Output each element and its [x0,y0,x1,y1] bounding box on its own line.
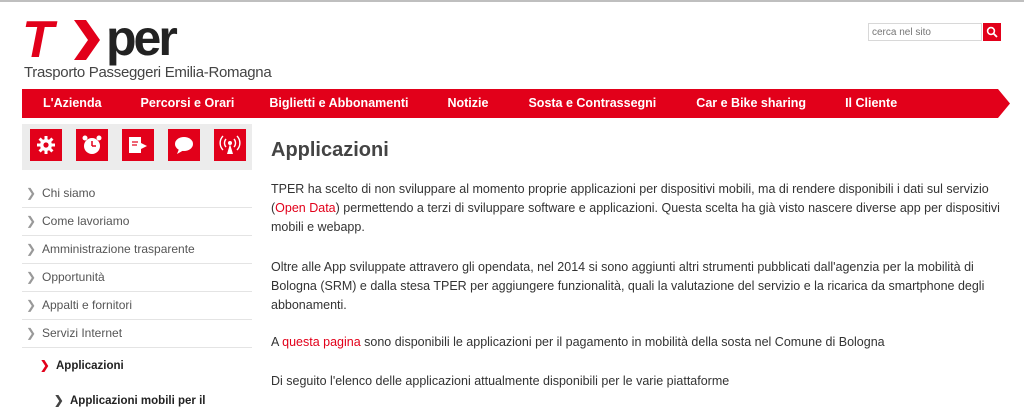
logo-word: per [106,10,175,66]
page-title: Applicazioni [271,139,389,161]
ticket-icon [127,134,149,156]
sidebar-item-servizi-internet[interactable] [22,320,252,348]
quick-link-live[interactable] [214,129,246,161]
sidebar-item-label: Appalti e fornitori [42,298,133,312]
sidebar-subitem-label: Applicazioni mobili per il [70,395,206,407]
nav-item-sosta[interactable]: Sosta e Contrassegni [528,96,657,110]
sidebar-item-label: Servizi Internet [42,326,123,340]
nav-item-notizie[interactable]: Notizie [447,96,489,110]
gear-icon [36,135,56,155]
quick-link-timetable[interactable] [76,129,108,161]
paragraph-intro [271,180,1009,237]
chevron-right-icon: ❯ [40,360,50,372]
logo-chevron-icon [70,18,104,62]
sidebar-item-label: Come lavoriamo [42,214,130,228]
paragraph-text: sono disponibili le applicazioni per il pagamento in mobilità della sosta nel Comune di Bologna [360,335,885,349]
nav-item-cliente[interactable]: Il Cliente [845,96,898,110]
paragraph-text: TPER ha scelto di non sviluppare al momento proprie applicazioni per dispositivi mobili, ma di rendere disponibili i dati sul servizio ( [271,182,989,215]
sidebar-item-appalti[interactable] [22,292,252,320]
sidebar-item-label: Chi siamo [42,186,96,200]
sidebar-subitem-label: Applicazioni [56,360,124,372]
sidebar-subitem-app-mobili[interactable] [22,388,252,414]
questa-pagina-link[interactable]: questa pagina [282,335,361,349]
top-border [0,0,1024,2]
chevron-right-icon: ❯ [26,214,37,228]
open-data-link[interactable]: Open Data [275,201,336,215]
logo-tagline: Trasporto Passeggeri Emilia-Romagna [24,64,272,81]
paragraph-tools: Oltre alle App sviluppate attravero gli opendata, nel 2014 si sono aggiunti altri strumenti pubblicati dall'agenzia per la mobilità di Bologna (SRM) e dalla stesa TPER per aggiungere funzionalità, quali la valutazione del servizio e la ricarica da smartphone degli abbonamenti. [271,260,985,312]
chevron-right-icon: ❯ [26,270,37,284]
sidebar-item-chi-siamo[interactable] [22,180,252,208]
sidebar-menu [22,180,252,348]
clock-icon [81,134,103,156]
search-input[interactable] [868,23,982,41]
sidebar-item-label: Opportunità [42,270,105,284]
chevron-right-icon: ❯ [26,298,37,312]
search-button[interactable] [983,23,1001,41]
paragraph-parking [271,333,1009,352]
quick-link-contact[interactable] [168,129,200,161]
chevron-right-icon: ❯ [26,242,37,256]
nav-item-azienda[interactable]: L'Azienda [43,96,102,110]
sidebar-subitem-applicazioni[interactable] [22,353,252,379]
paragraph-text: ) permettendo a terzi di sviluppare software e applicazioni. Questa scelta ha già visto nascere diverse app per dispositivi mobili e webapp. [271,201,1000,234]
speech-bubble-icon [173,134,195,156]
chevron-right-icon: ❯ [26,186,37,200]
chevron-right-icon: ❯ [54,395,64,407]
quick-links-bar [22,124,252,170]
tper-logo[interactable] [22,10,272,84]
quick-link-settings[interactable] [30,129,62,161]
chevron-right-icon: ❯ [26,326,37,340]
sidebar-item-amministrazione[interactable] [22,236,252,264]
sidebar-item-label: Amministrazione trasparente [42,242,195,256]
sidebar-item-opportunita[interactable] [22,264,252,292]
nav-item-percorsi-orari[interactable]: Percorsi e Orari [140,96,235,110]
logo-letter: T [22,11,52,69]
quick-link-tickets[interactable] [122,129,154,161]
nav-item-car-bike-sharing[interactable]: Car e Bike sharing [696,96,807,110]
broadcast-icon [219,134,241,156]
sidebar-item-come-lavoriamo[interactable] [22,208,252,236]
main-nav [22,89,1010,118]
search-box [868,23,1002,41]
search-icon [986,26,998,38]
nav-item-biglietti[interactable]: Biglietti e Abbonamenti [269,96,409,110]
paragraph-list-intro: Di seguito l'elenco delle applicazioni attualmente disponibili per le varie piattaforme [271,374,730,388]
paragraph-text: A [271,335,283,349]
